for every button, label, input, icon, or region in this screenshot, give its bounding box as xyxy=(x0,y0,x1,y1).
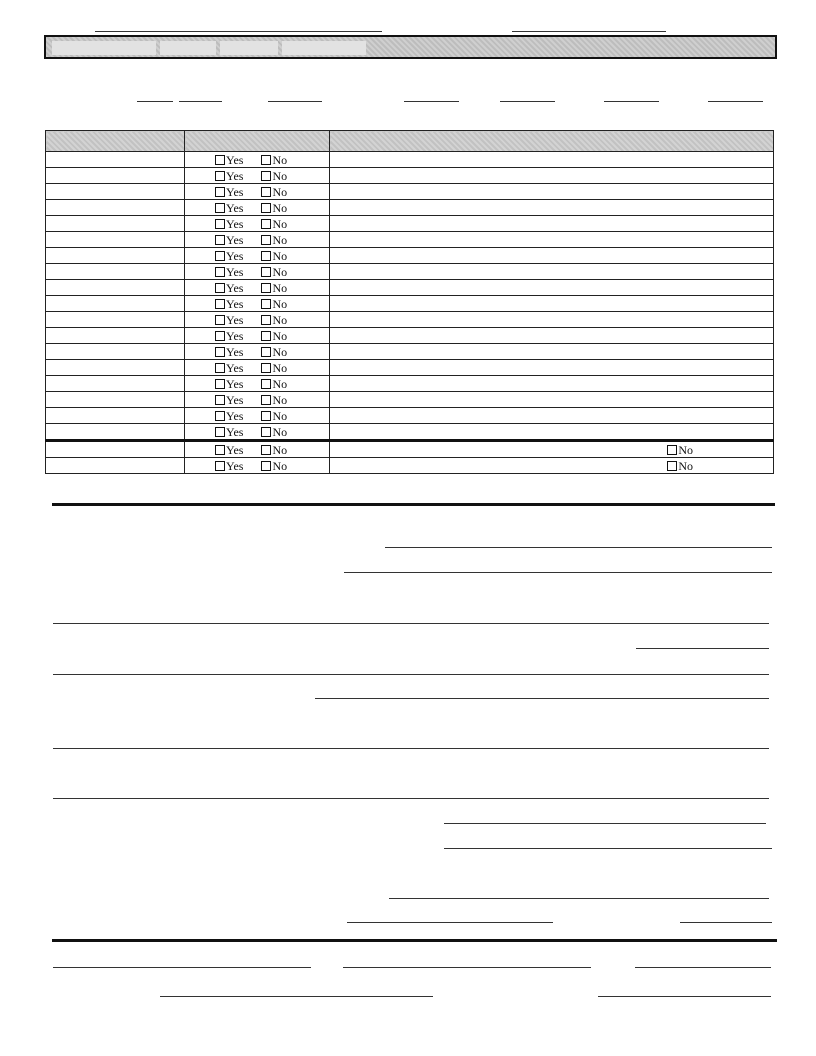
row-note-cell[interactable] xyxy=(330,168,774,184)
yes-label: Yes xyxy=(226,360,244,375)
checkbox-icon[interactable] xyxy=(261,203,271,213)
checkbox-icon[interactable] xyxy=(261,235,271,245)
yes-option[interactable] xyxy=(215,459,243,473)
row-note-cell[interactable] xyxy=(330,296,774,312)
row-note-cell[interactable] xyxy=(330,312,774,328)
row-label-cell[interactable] xyxy=(46,328,185,344)
no-label: No xyxy=(272,232,288,247)
no-option[interactable] xyxy=(261,329,287,343)
checkbox-icon[interactable] xyxy=(215,267,225,277)
no-label: No xyxy=(272,184,288,199)
row-label-cell[interactable] xyxy=(46,424,185,441)
row-note-cell[interactable] xyxy=(330,408,774,424)
yes-no-cell xyxy=(185,248,330,264)
no-option[interactable] xyxy=(261,201,287,215)
table-row xyxy=(46,328,774,344)
yes-label: Yes xyxy=(226,200,244,215)
checkbox-icon[interactable] xyxy=(215,363,225,373)
yes-option[interactable] xyxy=(215,443,243,457)
yes-option[interactable] xyxy=(215,393,243,407)
yes-label: Yes xyxy=(226,328,244,343)
row-label-cell[interactable] xyxy=(46,360,185,376)
checkbox-icon[interactable] xyxy=(261,283,271,293)
right-no-label: No xyxy=(678,442,693,457)
yes-option[interactable] xyxy=(215,233,243,247)
checkbox-icon[interactable] xyxy=(261,461,271,471)
checkbox-icon[interactable] xyxy=(261,155,271,165)
no-label: No xyxy=(272,264,288,279)
no-label: No xyxy=(272,248,288,263)
no-option[interactable] xyxy=(261,409,287,423)
yes-label: Yes xyxy=(226,424,244,439)
checkbox-icon[interactable] xyxy=(215,315,225,325)
header-line-left[interactable] xyxy=(95,31,382,32)
yes-no-cell xyxy=(185,424,330,441)
table-row xyxy=(46,360,774,376)
info-blank-5[interactable] xyxy=(500,101,555,102)
no-option[interactable] xyxy=(261,425,287,439)
row-note-cell[interactable] xyxy=(330,264,774,280)
checkbox-icon[interactable] xyxy=(215,219,225,229)
yes-option[interactable] xyxy=(215,361,243,375)
col-header-1 xyxy=(46,131,185,152)
field-line-3[interactable] xyxy=(53,623,769,624)
col-header-2 xyxy=(185,131,330,152)
yes-option[interactable] xyxy=(215,153,243,167)
checkbox-icon[interactable] xyxy=(215,171,225,181)
row-label-cell[interactable] xyxy=(46,152,185,168)
signature-line-5[interactable] xyxy=(598,996,771,997)
info-blank-4[interactable] xyxy=(404,101,459,102)
section-divider-1 xyxy=(52,503,775,506)
yes-label: Yes xyxy=(226,248,244,263)
row-note-cell[interactable] xyxy=(330,200,774,216)
yes-option[interactable] xyxy=(215,377,243,391)
signature-line-1[interactable] xyxy=(53,967,311,968)
yes-no-cell xyxy=(185,200,330,216)
row-note-cell xyxy=(330,441,774,458)
checkbox-icon[interactable] xyxy=(261,331,271,341)
checkbox-icon[interactable] xyxy=(215,155,225,165)
no-label: No xyxy=(272,168,288,183)
no-label: No xyxy=(272,200,288,215)
row-label-cell[interactable] xyxy=(46,264,185,280)
yes-no-cell xyxy=(185,280,330,296)
row-label-cell[interactable] xyxy=(46,184,185,200)
checkbox-icon[interactable] xyxy=(215,379,225,389)
table-row xyxy=(46,216,774,232)
no-label: No xyxy=(272,280,288,295)
row-note-cell[interactable] xyxy=(330,360,774,376)
yes-label: Yes xyxy=(226,408,244,423)
no-option[interactable] xyxy=(261,459,287,473)
checkbox-icon[interactable] xyxy=(261,363,271,373)
checkbox-icon[interactable] xyxy=(215,235,225,245)
no-option[interactable] xyxy=(261,345,287,359)
checkbox-icon[interactable] xyxy=(667,461,677,471)
no-label: No xyxy=(272,296,288,311)
yes-no-cell xyxy=(185,232,330,248)
checkbox-icon[interactable] xyxy=(261,171,271,181)
table-row xyxy=(46,168,774,184)
checkbox-icon[interactable] xyxy=(215,395,225,405)
log-table-header xyxy=(46,131,774,152)
checkbox-icon[interactable] xyxy=(261,395,271,405)
yes-label: Yes xyxy=(226,392,244,407)
row-note-cell[interactable] xyxy=(330,328,774,344)
yes-option[interactable] xyxy=(215,217,243,231)
no-label: No xyxy=(272,408,288,423)
row-label-cell[interactable] xyxy=(46,458,185,474)
table-row xyxy=(46,312,774,328)
yes-no-cell xyxy=(185,168,330,184)
no-option[interactable] xyxy=(261,377,287,391)
row-label-cell[interactable] xyxy=(46,441,185,458)
no-label: No xyxy=(272,216,288,231)
no-option[interactable] xyxy=(261,265,287,279)
table-row xyxy=(46,264,774,280)
checkbox-icon[interactable] xyxy=(261,445,271,455)
yes-no-cell xyxy=(185,184,330,200)
row-note-cell[interactable] xyxy=(330,424,774,441)
no-option[interactable] xyxy=(261,313,287,327)
yes-option[interactable] xyxy=(215,329,243,343)
right-no-option[interactable] xyxy=(667,459,693,473)
title-block-1 xyxy=(52,41,156,55)
info-blank-2[interactable] xyxy=(179,101,222,102)
yes-no-cell xyxy=(185,408,330,424)
row-note-cell[interactable] xyxy=(330,376,774,392)
yes-label: Yes xyxy=(226,376,244,391)
row-label-cell[interactable] xyxy=(46,312,185,328)
signature-line-3[interactable] xyxy=(635,967,771,968)
no-label: No xyxy=(272,392,288,407)
checkbox-icon[interactable] xyxy=(215,461,225,471)
yes-option[interactable] xyxy=(215,249,243,263)
row-note-cell[interactable] xyxy=(330,232,774,248)
yes-label: Yes xyxy=(226,168,244,183)
field-line-13[interactable] xyxy=(680,922,772,923)
row-label-cell[interactable] xyxy=(46,232,185,248)
field-line-4[interactable] xyxy=(636,648,769,649)
row-label-cell[interactable] xyxy=(46,296,185,312)
yes-label: Yes xyxy=(226,216,244,231)
info-blank-6[interactable] xyxy=(604,101,659,102)
yes-label: Yes xyxy=(226,344,244,359)
yes-no-cell xyxy=(185,216,330,232)
checkbox-icon[interactable] xyxy=(215,283,225,293)
checkbox-icon[interactable] xyxy=(261,299,271,309)
row-note-cell[interactable] xyxy=(330,392,774,408)
row-note-cell[interactable] xyxy=(330,280,774,296)
checkbox-icon[interactable] xyxy=(261,187,271,197)
checkbox-icon[interactable] xyxy=(261,379,271,389)
table-row xyxy=(46,296,774,312)
row-note-cell[interactable] xyxy=(330,184,774,200)
yes-option[interactable] xyxy=(215,185,243,199)
field-line-12[interactable] xyxy=(347,922,553,923)
field-line-2[interactable] xyxy=(344,572,772,573)
table-row xyxy=(46,392,774,408)
signature-line-2[interactable] xyxy=(343,967,591,968)
field-line-7[interactable] xyxy=(53,748,769,749)
yes-option[interactable] xyxy=(215,345,243,359)
checkbox-icon[interactable] xyxy=(261,427,271,437)
log-table xyxy=(45,130,774,474)
yes-option[interactable] xyxy=(215,265,243,279)
no-option[interactable] xyxy=(261,217,287,231)
table-row xyxy=(46,408,774,424)
checkbox-icon[interactable] xyxy=(215,299,225,309)
row-label-cell[interactable] xyxy=(46,392,185,408)
no-option[interactable] xyxy=(261,169,287,183)
section-divider-2 xyxy=(52,939,777,942)
no-option[interactable] xyxy=(261,153,287,167)
checkbox-icon[interactable] xyxy=(215,187,225,197)
row-note-cell[interactable] xyxy=(330,248,774,264)
yes-no-cell xyxy=(185,458,330,474)
title-block-3 xyxy=(220,41,278,55)
field-line-11[interactable] xyxy=(389,898,769,899)
table-row xyxy=(46,248,774,264)
right-no-label: No xyxy=(678,458,693,473)
no-option[interactable] xyxy=(261,185,287,199)
checkbox-icon[interactable] xyxy=(261,219,271,229)
yes-no-cell xyxy=(185,152,330,168)
yes-no-cell xyxy=(185,312,330,328)
checkbox-icon[interactable] xyxy=(215,427,225,437)
no-label: No xyxy=(272,376,288,391)
no-option[interactable] xyxy=(261,443,287,457)
field-line-9[interactable] xyxy=(444,823,766,824)
yes-label: Yes xyxy=(226,232,244,247)
row-note-cell[interactable] xyxy=(330,216,774,232)
signature-line-4[interactable] xyxy=(160,996,433,997)
yes-label: Yes xyxy=(226,264,244,279)
checkbox-icon[interactable] xyxy=(261,315,271,325)
no-option[interactable] xyxy=(261,281,287,295)
yes-label: Yes xyxy=(226,458,244,473)
checkbox-icon[interactable] xyxy=(261,251,271,261)
table-row xyxy=(46,232,774,248)
no-label: No xyxy=(272,442,288,457)
table-row xyxy=(46,424,774,441)
checkbox-icon[interactable] xyxy=(215,445,225,455)
field-line-6[interactable] xyxy=(315,698,769,699)
table-row xyxy=(46,152,774,168)
yes-no-cell xyxy=(185,441,330,458)
table-row xyxy=(46,344,774,360)
checkbox-icon[interactable] xyxy=(215,203,225,213)
yes-label: Yes xyxy=(226,442,244,457)
no-option[interactable] xyxy=(261,361,287,375)
table-row-extra xyxy=(46,458,774,474)
yes-option[interactable] xyxy=(215,425,243,439)
yes-no-cell xyxy=(185,264,330,280)
row-label-cell[interactable] xyxy=(46,280,185,296)
field-line-8[interactable] xyxy=(53,798,769,799)
table-row-extra xyxy=(46,441,774,458)
yes-label: Yes xyxy=(226,280,244,295)
row-label-cell[interactable] xyxy=(46,344,185,360)
no-label: No xyxy=(272,458,288,473)
yes-no-cell xyxy=(185,392,330,408)
yes-no-cell xyxy=(185,344,330,360)
checkbox-icon[interactable] xyxy=(261,267,271,277)
yes-no-cell xyxy=(185,376,330,392)
no-option[interactable] xyxy=(261,249,287,263)
row-label-cell[interactable] xyxy=(46,200,185,216)
field-line-10[interactable] xyxy=(444,848,772,849)
yes-option[interactable] xyxy=(215,297,243,311)
yes-no-cell xyxy=(185,328,330,344)
yes-option[interactable] xyxy=(215,169,243,183)
no-option[interactable] xyxy=(261,233,287,247)
row-label-cell[interactable] xyxy=(46,216,185,232)
no-label: No xyxy=(272,152,288,167)
form-title-bar xyxy=(44,35,777,59)
yes-no-cell xyxy=(185,360,330,376)
row-note-cell xyxy=(330,458,774,474)
no-option[interactable] xyxy=(261,297,287,311)
row-note-cell[interactable] xyxy=(330,152,774,168)
field-line-1[interactable] xyxy=(385,547,772,548)
yes-label: Yes xyxy=(226,184,244,199)
table-row xyxy=(46,376,774,392)
yes-option[interactable] xyxy=(215,409,243,423)
no-label: No xyxy=(272,424,288,439)
title-block-2 xyxy=(160,41,216,55)
no-option[interactable] xyxy=(261,393,287,407)
row-label-cell[interactable] xyxy=(46,168,185,184)
yes-label: Yes xyxy=(226,152,244,167)
info-blank-3[interactable] xyxy=(268,101,322,102)
checkbox-icon[interactable] xyxy=(261,411,271,421)
title-block-4 xyxy=(282,41,366,55)
info-blank-1[interactable] xyxy=(137,101,173,102)
no-label: No xyxy=(272,328,288,343)
checkbox-icon[interactable] xyxy=(261,347,271,357)
table-row xyxy=(46,200,774,216)
no-label: No xyxy=(272,344,288,359)
yes-label: Yes xyxy=(226,296,244,311)
yes-option[interactable] xyxy=(215,281,243,295)
no-label: No xyxy=(272,360,288,375)
right-no-option[interactable] xyxy=(667,443,693,457)
checkbox-icon[interactable] xyxy=(215,331,225,341)
checkbox-icon[interactable] xyxy=(215,347,225,357)
table-row xyxy=(46,184,774,200)
checkbox-icon[interactable] xyxy=(215,411,225,421)
yes-no-cell xyxy=(185,296,330,312)
checkbox-icon[interactable] xyxy=(215,251,225,261)
row-label-cell[interactable] xyxy=(46,376,185,392)
table-row xyxy=(46,280,774,296)
info-blank-7[interactable] xyxy=(708,101,763,102)
header-line-right[interactable] xyxy=(512,31,666,32)
checkbox-icon[interactable] xyxy=(667,445,677,455)
row-note-cell[interactable] xyxy=(330,344,774,360)
no-label: No xyxy=(272,312,288,327)
row-label-cell[interactable] xyxy=(46,248,185,264)
yes-option[interactable] xyxy=(215,201,243,215)
col-header-3 xyxy=(330,131,774,152)
yes-option[interactable] xyxy=(215,313,243,327)
yes-label: Yes xyxy=(226,312,244,327)
row-label-cell[interactable] xyxy=(46,408,185,424)
field-line-5[interactable] xyxy=(53,674,769,675)
